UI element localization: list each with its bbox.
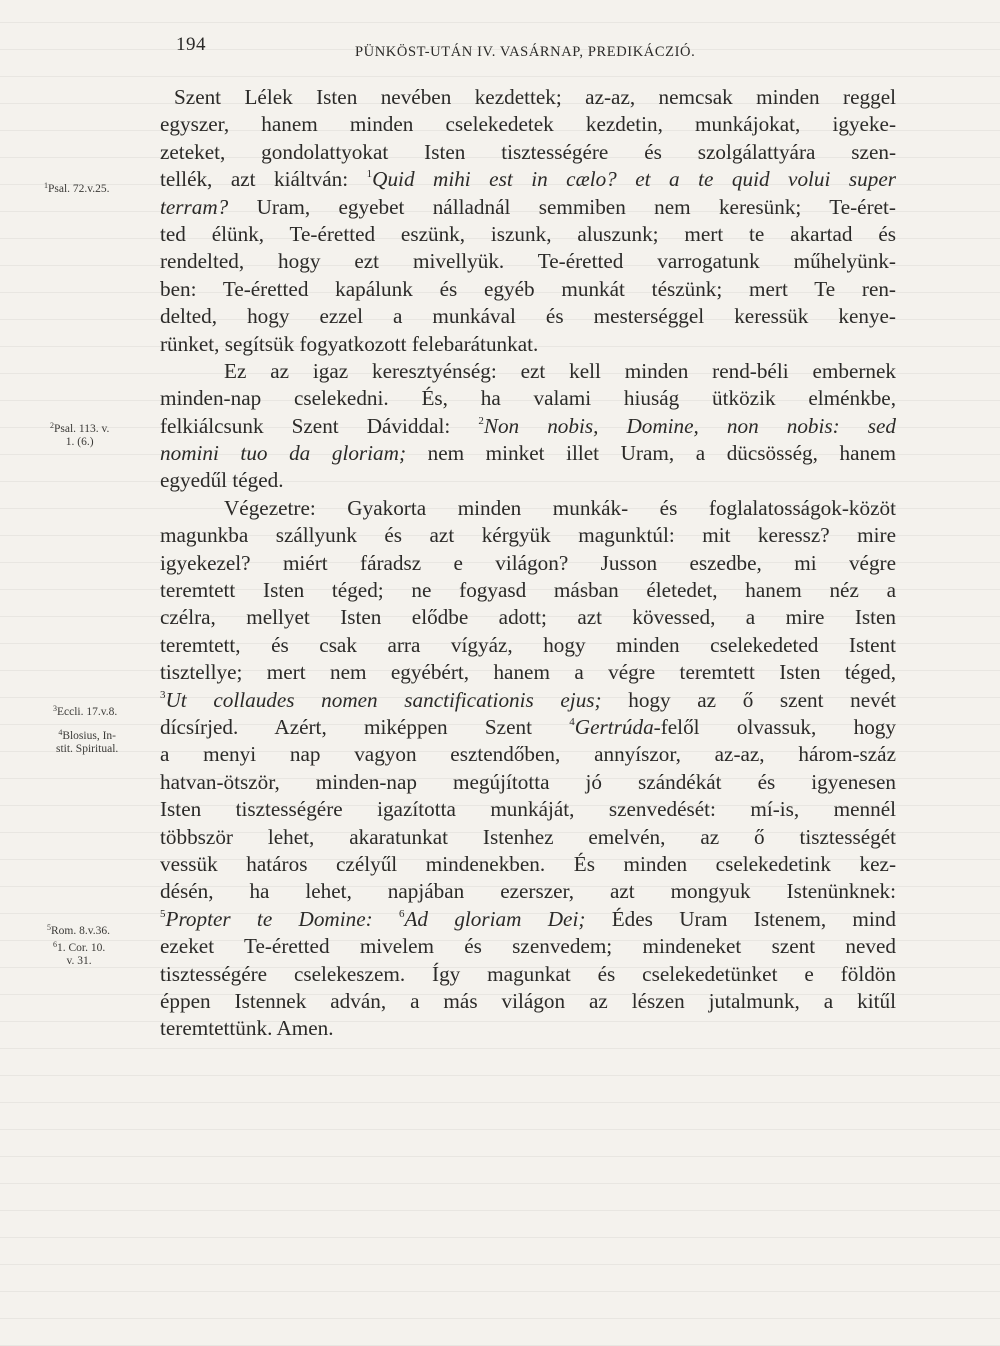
- text-line: zeteket, gondolattyokat Isten tisztességére és szolgálattyára szen-: [160, 139, 896, 164]
- text-line: minden-nap cselekedni. És, ha valami hiuság ütközik elménkbe,: [160, 386, 896, 411]
- text-line: teremtett Isten téged; ne fogyasd másban életedet, hanem néz a: [160, 578, 896, 603]
- saint-name: Gertrúda: [574, 714, 654, 739]
- text-line: tisztellye; mert nem egyébért, hanem a végre teremtett Isten téged,: [160, 660, 896, 685]
- text-run: Édes Uram Istenem, mind: [585, 906, 896, 931]
- text-line: Szent Lélek Isten nevében kezdettek; az-az, nemcsak minden reggel: [174, 85, 896, 109]
- text-line: teremtett, és csak arra vígyáz, hogy minden cselekedeted Istent: [160, 632, 896, 657]
- text-line: hatvan-ötször, minden-nap megújította jó szándékát és igyenesen: [160, 769, 896, 794]
- text-run: tellék, azt kiáltván:: [160, 167, 367, 192]
- note-text: 1. Cor. 10.: [57, 942, 106, 954]
- text-line: ted élünk, Te-éretted eszünk, iszunk, aluszunk; mert te akartad és: [160, 221, 896, 246]
- margin-note-3: [53, 706, 117, 719]
- footnote-mark: 1: [366, 168, 373, 181]
- text-line: egyedűl téged.: [160, 468, 284, 493]
- text-line: rendelted, hogy ezt mivellyük. Te-éretted varrogatunk műhelyünk-: [160, 249, 896, 274]
- text-line: vessük határos czélyűl mindenekben. És minden cselekedetink kez-: [160, 851, 896, 876]
- text-line: Végezetre: Gyakorta minden munkák- és foglalatosságok-közöt: [224, 495, 896, 520]
- note-text: Rom. 8.v.36.: [51, 925, 110, 937]
- note-mark: 5: [47, 923, 51, 932]
- margin-note-5: [47, 925, 110, 938]
- text-line: tisztességére cselekeszem. Így magunkat és cselekedetünket e földön: [160, 961, 896, 986]
- text-line: désén, ha lehet, napjában ezerszer, azt mongyuk Istenünknek:: [160, 879, 896, 904]
- body-text: [160, 84, 896, 1043]
- text-line: a menyi nap vagyon esztendőben, annyíszor, az-az, három-száz: [160, 742, 896, 767]
- text-line: egyszer, hanem minden cselekedetek kezdetin, munkájokat, igyeke-: [160, 112, 896, 137]
- text-line: [160, 194, 896, 221]
- text-line: [160, 413, 896, 440]
- text-run: hogy az ő szent nevét: [601, 687, 896, 712]
- running-head: PÜNKÖST-UTÁN IV. VASÁRNAP, PREDIKÁCZIÓ.: [355, 44, 696, 60]
- latin-quote: terram?: [160, 194, 229, 219]
- text-line: [160, 906, 896, 933]
- text-line: [160, 440, 896, 467]
- text-line: czélra, mellyet Isten elődbe adott; azt kövessed, a mire Isten: [160, 605, 896, 630]
- footnote-mark: 5: [160, 907, 166, 920]
- text-run: felkiálcsunk Szent Dáviddal:: [160, 413, 479, 438]
- note-text: Eccli. 17.v.8.: [57, 706, 118, 718]
- text-line: [160, 714, 896, 741]
- footnote-mark: 4: [569, 715, 575, 728]
- text-line: ben: Te-éretted kapálunk és egyéb munkát tészünk; mert Te ren-: [160, 276, 896, 301]
- latin-quote: Propter te Domine:: [165, 906, 399, 931]
- note-mark: 4: [58, 728, 63, 737]
- footnote-mark: 6: [398, 907, 405, 920]
- text-line: Ez az igaz keresztyénség: ezt kell minden rend-béli embernek: [224, 358, 896, 383]
- text-run: Uram, egyebet nálladnál semmiben nem keresünk; Te-éret-: [228, 194, 896, 219]
- latin-quote: Quid mihi est in cælo? et a te quid volui super: [372, 167, 896, 192]
- text-run: -felől olvassuk, hogy: [653, 714, 896, 739]
- text-line: éppen Istennek adván, a más világon az lészen jutalmunk, a kitűl: [160, 988, 896, 1013]
- text-line: rünket, segítsük fogyatkozott felebarátunkat.: [160, 331, 539, 356]
- note-mark: 1: [44, 181, 48, 190]
- note-text: Psal. 113. v.: [54, 423, 110, 435]
- latin-quote: nomini tuo da gloriam;: [160, 441, 407, 466]
- note-text: 1. (6.): [65, 436, 94, 448]
- margin-note-2: [50, 423, 109, 449]
- page-number: 194: [176, 34, 206, 55]
- margin-note-6: [53, 942, 105, 968]
- note-text: Psal. 72.v.25.: [48, 183, 110, 195]
- text-line: delted, hogy ezzel a munkával és mesterséggel keressük kenye-: [160, 304, 896, 329]
- text-line: [160, 166, 896, 193]
- note-text: stit. Spiritual.: [56, 743, 119, 755]
- text-run: nem minket illet Uram, a dücsösség, hanem: [406, 441, 896, 466]
- latin-quote: Ad gloriam Dei;: [404, 906, 586, 931]
- text-line: magunkba szállyunk és azt kérgyük magunktúl: mit keressz? mire: [160, 523, 896, 548]
- note-mark: 3: [53, 704, 57, 713]
- text-line: [160, 687, 896, 714]
- text-run: dícsírjed. Azért, miképpen Szent: [160, 714, 570, 739]
- footnote-mark: 3: [160, 688, 166, 701]
- note-mark: 2: [50, 421, 54, 430]
- note-mark: 6: [53, 940, 57, 949]
- text-line: ezeket Te-éretted mivelem és szenvedem; mindeneket szent neved: [160, 934, 896, 959]
- text-line: igyekezel? miért fáradsz e világon? Jusson eszedbe, mi végre: [160, 550, 896, 575]
- text-line: többször lehet, akaratunkat Istenhez emelvén, az ő tisztességét: [160, 824, 896, 849]
- latin-quote: Ut collaudes nomen sanctificationis ejus;: [165, 687, 602, 712]
- note-text: v. 31.: [66, 955, 92, 967]
- text-line: teremtettünk. Amen.: [160, 1016, 334, 1041]
- margin-notes: [0, 0, 160, 1346]
- margin-note-4: [56, 730, 118, 756]
- text-line: Isten tisztességére igazította munkáját, szenvedését: mí-is, mennél: [160, 797, 896, 822]
- footnote-mark: 2: [478, 414, 484, 427]
- margin-note-1: [44, 183, 110, 196]
- note-text: Blosius, In-: [62, 730, 116, 742]
- latin-quote: Non nobis, Domine, non nobis: sed: [483, 413, 896, 438]
